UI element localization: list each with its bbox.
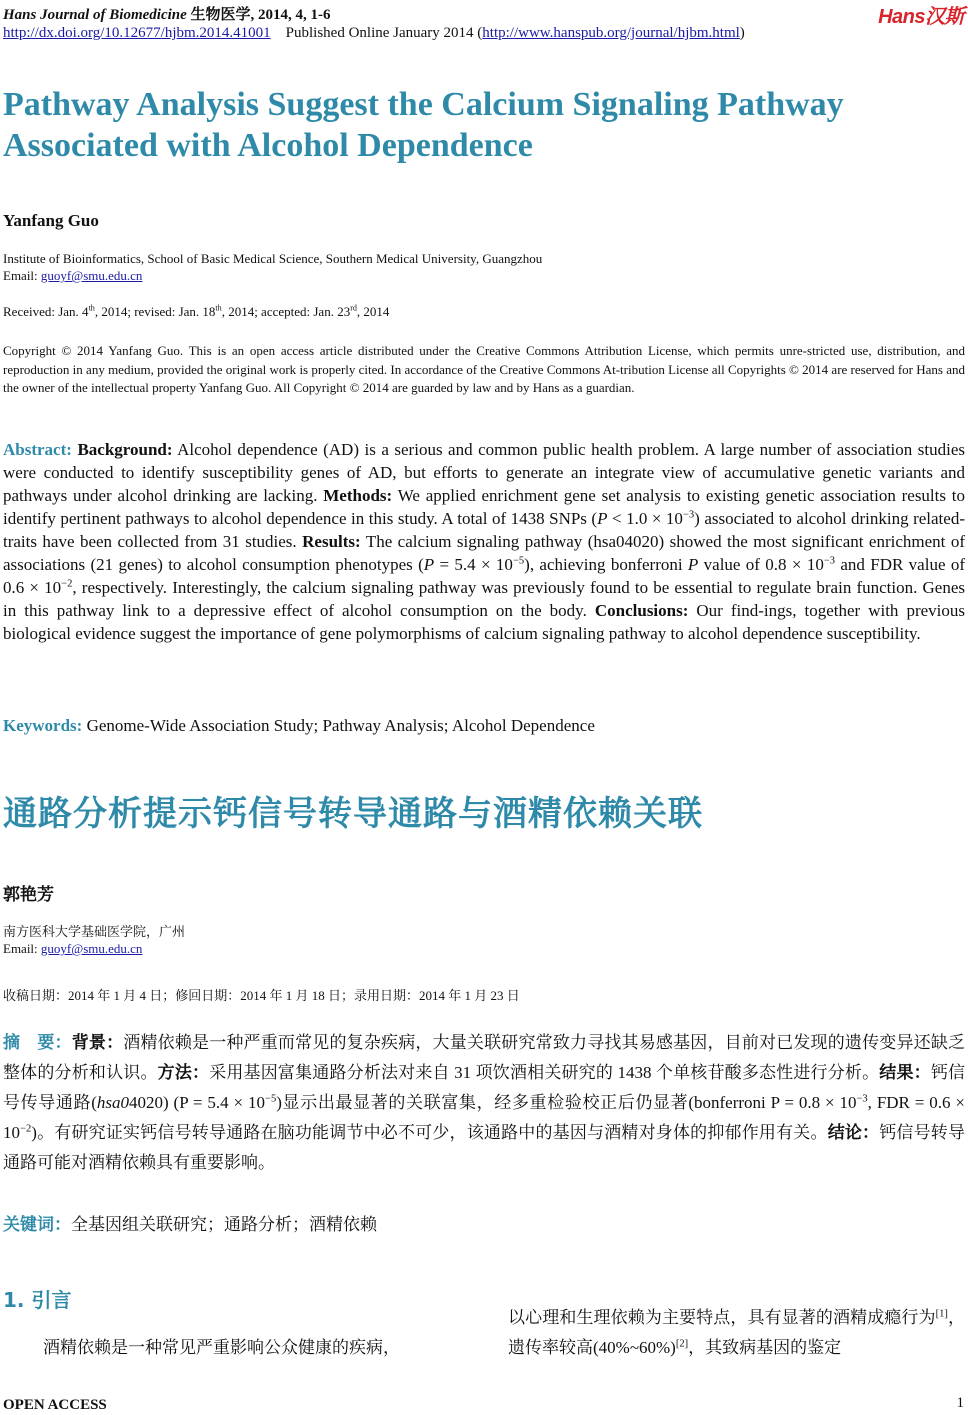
- keywords-cn: 关键词：全基因组关联研究；通路分析；酒精依赖: [3, 1215, 377, 1234]
- intro-right-column: 以心理和生理依赖为主要特点，具有显著的酒精成瘾行为[1]，遗传率较高(40%~60%)[2]，其致病基因的鉴定: [508, 1308, 966, 1357]
- citation-ref-2[interactable]: [2]: [675, 1338, 689, 1350]
- affiliation-en: [3, 250, 542, 284]
- copyright-notice: Copyright © 2014 Yanfang Guo. This is an open access article distributed under the Creative Commons Attribution License, which permits unre-stricted use, distribution, and reproduction in any medium, provided the original work is properly cited. In accordance of the Creative Commons At-tribution License all Copyrights © 2014 are reserved for Hans and the owner of the intellectual property Yanfang Guo. All Copyright © 2014 are guarded by law and by Hans as a guardian.: [3, 343, 965, 395]
- received-dates-en: Received: Jan. 4th, 2014; revised: Jan. 18th, 2014; accepted: Jan. 23rd, 2014: [3, 303, 390, 319]
- email-link[interactable]: guoyf@smu.edu.cn: [40, 268, 143, 283]
- abstract-en: Abstract: Background: Alcohol dependence (AD) is a serious and common public health problem. A large number of association studies were conducted to identify susceptibility genes of AD, but efforts to generate an integrate view of accumulative genetic variants and pathways under alcohol drinking are lacking. Methods: We applied enrichment gene set analysis to existing genetic association results to identify pertinent pathways to alcohol dependence in this study. A total of 1438 SNPs $(P < 1.0 \times 10^{-3})$ associated to alcohol drinking related-traits have been collected from 31 studies. Results: The calcium signaling pathway (hsa04020) showed the most significant enrichment of associations (21 genes) to alcohol consumption phenotypes $(P = 5.4 \times 10^{-5})$, achieving bonferroni P value of $0.8 \times 10^{-3}$ and FDR value of $0.6 \times 10^{-2}$, respectively. Interestingly, the calcium signaling pathway was previously found to be essential to regulate brain function. Genes in this pathway link to a depressive effect of alcohol consumption on the body. Conclusions: Our find-ings, together with previous biological evidence suggest the importance of gene polymorphisms of calcium signaling pathway to alcohol dependence susceptibility.: [3, 440, 966, 643]
- doi-line: http://dx.doi.org/10.12677/hjbm.2014.41001 Published Online January 2014 (http://www.hanspub.org/journal/hjbm.html): [3, 25, 745, 41]
- keywords-cn-label: 关键词：: [3, 1215, 71, 1234]
- page-number: 1: [956, 1395, 964, 1411]
- affiliation-cn-text: 南方医科大学基础医学院，广州: [3, 924, 186, 939]
- abstract-cn: 摘 要：背景：酒精依赖是一种严重而常见的复杂疾病，大量关联研究常致力寻找其易感基因，目前对已发现的遗传变异还缺乏整体的分析和认识。方法：采用基因富集通路分析法对来自 31 项饮酒相关研究的 1438 个单核苷酸多态性进行分析。结果：钙信号传导通路(hsa04020) $(P = 5.4 \times 10^{-5})$显示出最显著的关联富集，经多重检验校正后仍显著(bonferroni $P = 0.8 \times 10^{-3}$, FDR = $0.6 \times 10^{-2}$)。有研究证实钙信号转导通路在脑功能调节中必不可少，该通路中的基因与酒精对身体的抑郁作用有关。结论：钙信号转导通路可能对酒精依赖具有重要影响。: [3, 1033, 966, 1172]
- paper-title-en: Pathway Analysis Suggest the Calcium Signaling Pathway Associated with Alcohol Dependence: [3, 86, 844, 164]
- paper-title-cn: 通路分析提示钙信号转导通路与酒精依赖关联: [3, 794, 703, 834]
- doi-link[interactable]: http://dx.doi.org/10.12677/hjbm.2014.41001: [3, 25, 271, 41]
- journal-link[interactable]: http://www.hanspub.org/journal/hjbm.html: [482, 25, 740, 41]
- email-link-cn[interactable]: guoyf@smu.edu.cn: [40, 941, 143, 956]
- keywords-label: Keywords:: [3, 716, 83, 735]
- affiliation-cn: [3, 923, 185, 957]
- published-text: Published Online January 2014 (: [285, 25, 483, 41]
- abstract-cn-label: 摘 要：: [3, 1033, 72, 1052]
- citation-ref-1[interactable]: [1]: [935, 1308, 948, 1320]
- open-access-label: OPEN ACCESS: [3, 1397, 107, 1413]
- email-line-cn: Email: guoyf@smu.edu.cn: [3, 941, 143, 956]
- author-en: Yanfang Guo: [3, 211, 99, 230]
- journal-header: [3, 3, 331, 24]
- email-line: Email: guoyf@smu.edu.cn: [3, 268, 143, 283]
- affiliation-text: Institute of Bioinformatics, School of Basic Medical Science, Southern Medical University, Guangzhou: [3, 251, 543, 266]
- section-heading-intro: 1. 引言: [3, 1288, 72, 1312]
- author-cn: 郭艳芳: [3, 885, 54, 905]
- received-dates-cn: 收稿日期：2014 年 1 月 4 日；修回日期：2014 年 1 月 18 日；录用日期：2014 年 1 月 23 日: [3, 988, 520, 1003]
- publisher-logo: Hans汉斯: [878, 6, 964, 28]
- journal-name-cn: 生物医学, 2014, 4, 1-6: [186, 7, 331, 23]
- keywords-en: Keywords: Genome-Wide Association Study; Pathway Analysis; Alcohol Dependence: [3, 716, 595, 735]
- abstract-label: Abstract:: [3, 440, 72, 459]
- intro-left-column: 酒精依赖是一种常见严重影响公众健康的疾病，: [43, 1338, 400, 1357]
- journal-name: Hans Journal of Biomedicine: [3, 7, 187, 23]
